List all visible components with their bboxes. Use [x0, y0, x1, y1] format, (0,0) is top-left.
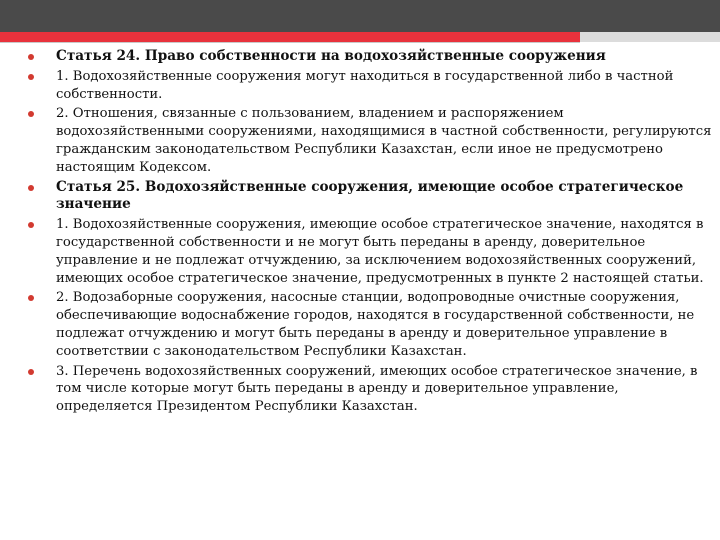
list-item-article-25-point-2 — [22, 289, 712, 360]
list-item-article-25-title — [22, 179, 712, 215]
slide-top-bar — [0, 0, 720, 32]
list-item-text: 1. Водохозяйственные сооружения могут находиться в государственной либо в частной собственности. — [56, 68, 674, 102]
slide-accent-line — [0, 42, 580, 43]
slide-accent-stripe — [0, 32, 580, 42]
list-item-text: 1. Водохозяйственные сооружения, имеющие особое стратегическое значение, находятся в государственной собственности и не могут быть переданы в аренду, доверительное управление и не подлежат отчуждению, за исключением водохозяйственных сооружений, имеющих особое стратегическое значение, предусмотренных в пункте 2 настоящей статьи. — [56, 217, 704, 286]
bullet-icon — [28, 185, 34, 191]
bullet-icon — [28, 295, 34, 301]
list-item-text: 3. Перечень водохозяйственных сооружений, имеющих особое стратегическое значение, в том числе которые могут быть переданы в аренду и доверительное управление, определяется Президентом Республики Казахстан. — [56, 363, 698, 415]
bullet-icon — [28, 74, 34, 80]
list-item-article-25-point-1 — [22, 216, 712, 287]
list-item-article-24-title — [22, 48, 712, 66]
list-item-text: 2. Водозаборные сооружения, насосные станции, водопроводные очистные сооружения, обеспечивающие водоснабжение городов, находятся в государственной собственности, не подлежат отчуждению и могут быть переданы в аренду и доверительное управление в соответствии с законодательством Республики Казахстан. — [56, 290, 695, 359]
bullet-icon — [28, 111, 34, 117]
list-item-text: Статья 25. Водохозяйственные сооружения, имеющие особое стратегическое значение — [56, 178, 684, 213]
list-item-text: 2. Отношения, связанные с пользованием, владением и распоряжением водохозяйственными сооружениями, находящимися в частной собственности, регулируются гражданским законодательством Республики Казахстан, если иное не предусмотрено настоящим Кодексом. — [56, 106, 712, 175]
list-item-article-24-point-2 — [22, 105, 712, 176]
bullet-icon — [28, 369, 34, 375]
list-item-article-24-point-1 — [22, 68, 712, 104]
bullet-icon — [28, 54, 34, 60]
slide-text-list — [22, 48, 712, 418]
bullet-icon — [28, 222, 34, 228]
list-item-article-25-point-3 — [22, 363, 712, 416]
list-item-text: Статья 24. Право собственности на водохозяйственные сооружения — [56, 48, 606, 64]
